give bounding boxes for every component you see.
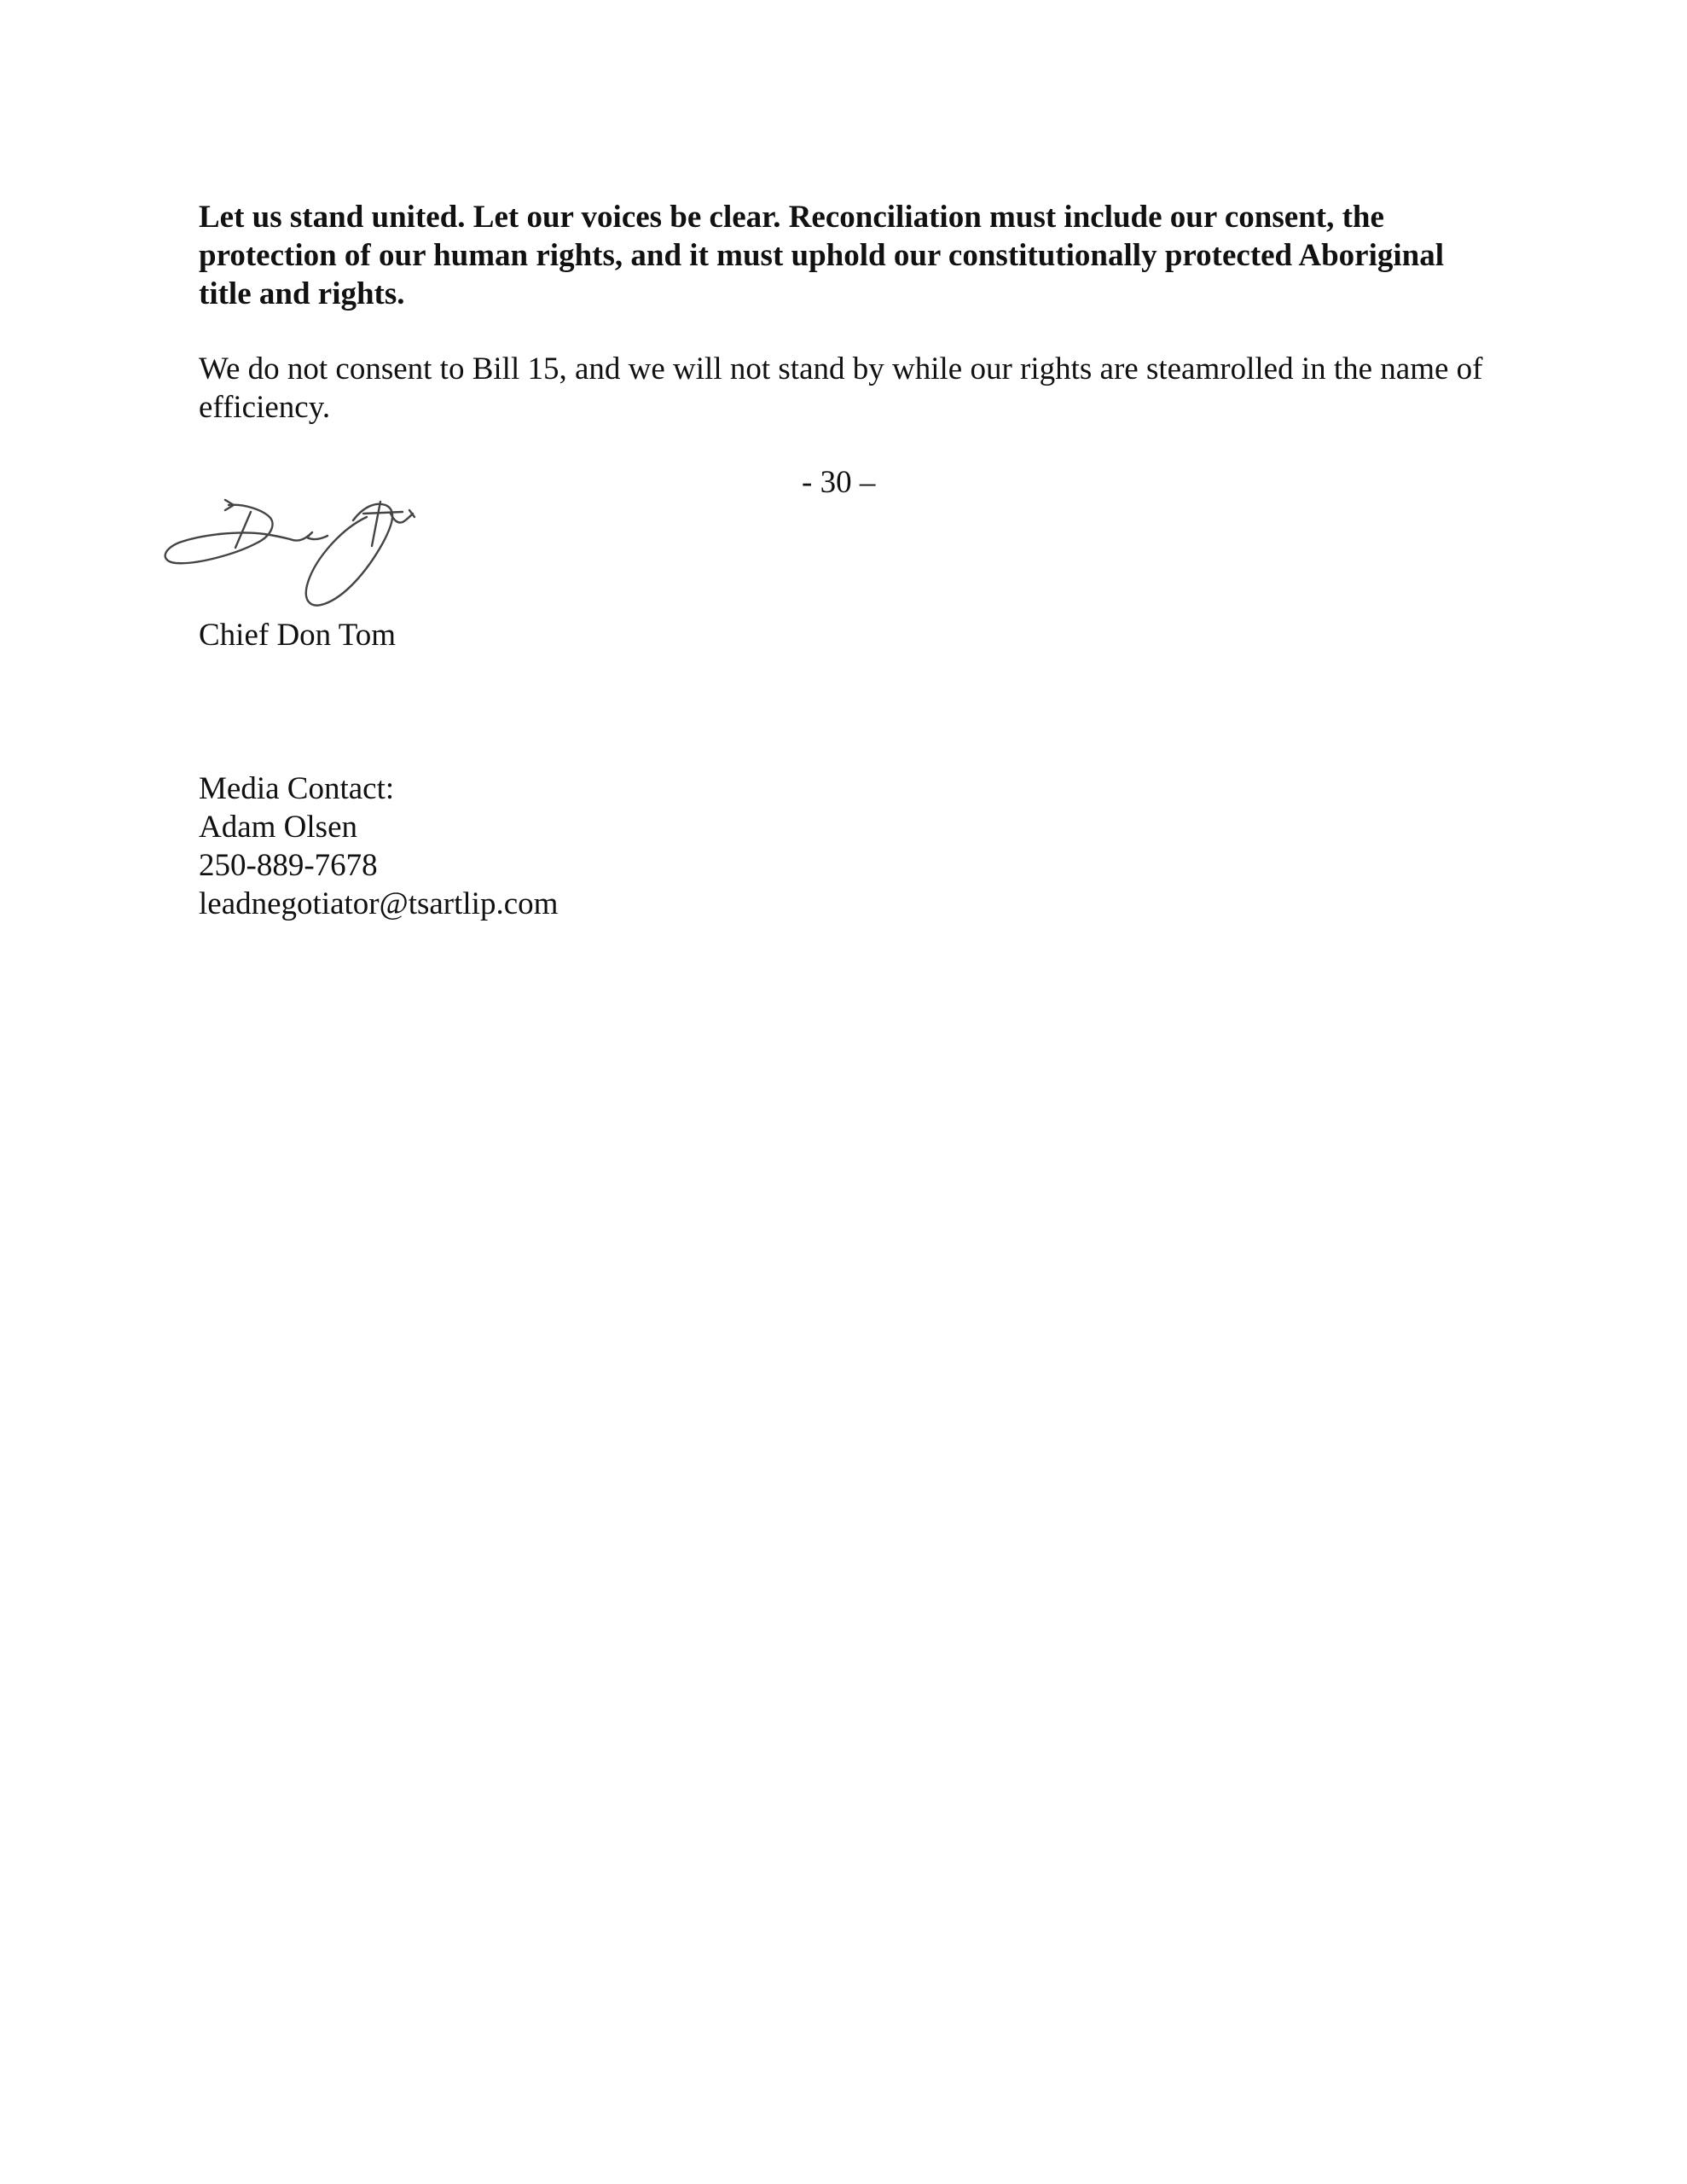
media-contact-phone: 250-889-7678 [199, 848, 378, 883]
media-contact-name: Adam Olsen [199, 810, 357, 845]
signature-image [162, 495, 486, 623]
media-contact-heading: Media Contact: [199, 771, 395, 806]
closing-paragraph: We do not consent to Bill 15, and we will not stand by while our rights are steamrolled in the name of efficiency. [199, 351, 1483, 425]
media-contact-email: leadnegotiator@tsartlip.com [199, 886, 559, 921]
closing-bold-paragraph: Let us stand united. Let our voices be clear. Reconciliation must include our consent, the protection of our human rights, and it must uphold our constitutionally protected Aboriginal title and rights. [199, 200, 1444, 311]
media-contact-block [199, 770, 558, 923]
signer-name: Chief Don Tom [199, 618, 397, 653]
end-marker: - 30 – [802, 465, 876, 500]
